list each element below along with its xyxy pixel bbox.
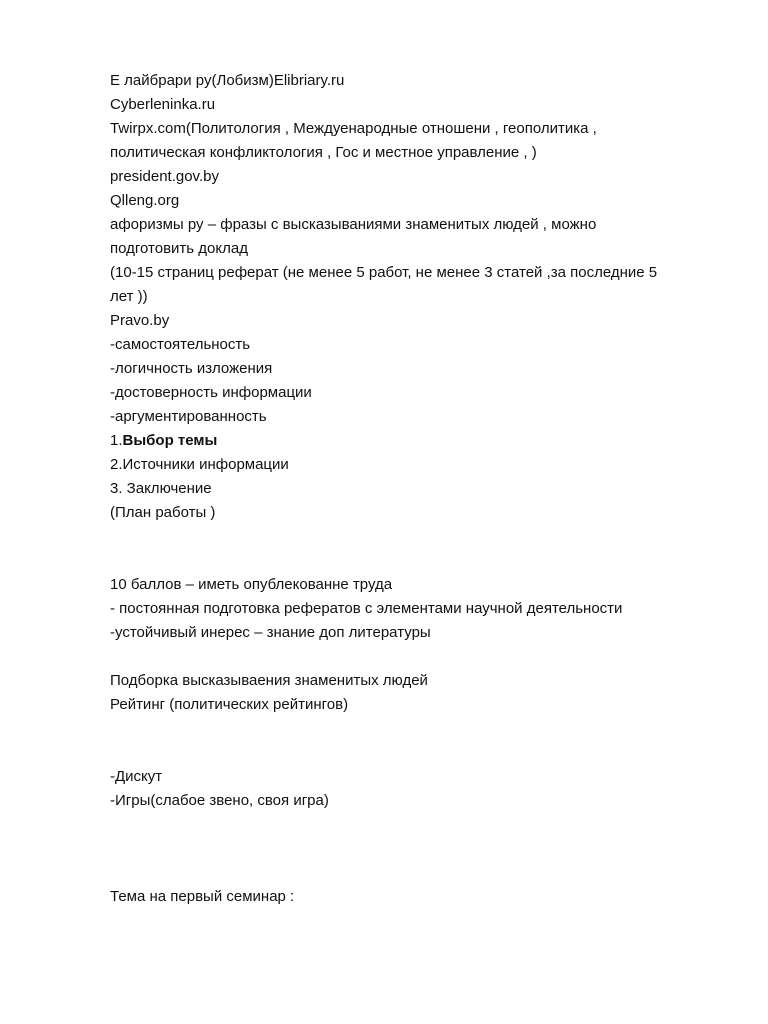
blank-line [110, 525, 720, 549]
text-line: лет )) [110, 288, 148, 305]
bold-item-text: Выбор темы [122, 432, 218, 449]
blank-line [110, 549, 720, 573]
text-line: -самостоятельность [110, 336, 251, 353]
text-line: -устойчивый инерес – знание доп литературы [110, 624, 431, 641]
numbered-item [110, 429, 720, 453]
text-line: -Дискут [110, 768, 163, 785]
text-line: 10 баллов – иметь опублекованне труда [110, 576, 393, 593]
text-line: Qlleng.org [110, 192, 180, 209]
text-line: -достоверность информации [110, 384, 312, 401]
text-line: (10-15 страниц реферат (не менее 5 работ, не менее 3 статей ,за последние 5 [110, 264, 658, 281]
blank-line [110, 741, 720, 765]
text-line: афоризмы ру – фразы с высказываниями знаменитых людей , можно [110, 216, 597, 233]
text-line: Тема на первый семинар : [110, 888, 295, 905]
blank-line [110, 645, 720, 669]
text-line: 3. Заключение [110, 480, 212, 497]
text-line: -логичность изложения [110, 360, 273, 377]
blank-line [110, 837, 720, 861]
text-line: -аргументированность [110, 408, 267, 425]
text-line: политическая конфликтология , Гос и местное управление , ) [110, 144, 537, 161]
text-line: Cyberleninka.ru [110, 96, 216, 113]
text-line: Подборка высказываения знаменитых людей [110, 672, 428, 689]
blank-line [110, 717, 720, 741]
blank-line [110, 813, 720, 837]
text-line: - постоянная подготовка рефератов с элементами научной деятельности [110, 600, 623, 617]
text-line: 2.Источники информации [110, 456, 289, 473]
text-line: (План работы ) [110, 504, 216, 521]
text-line: president.gov.by [110, 168, 219, 185]
blank-line [110, 861, 720, 885]
text-line: -Игры(слабое звено, своя игра) [110, 792, 329, 809]
document-text [110, 69, 720, 909]
item-number: 1. [110, 432, 123, 449]
text-line: Pravo.by [110, 312, 170, 329]
text-line: Рейтинг (политических рейтингов) [110, 696, 349, 713]
text-line: подготовить доклад [110, 240, 248, 257]
text-line: Twirpx.com(Политология , Междуенародные отношени , геополитика , [110, 120, 597, 137]
text-line: Е лайбрари ру(Лобизм)Elibriary.ru [110, 72, 345, 89]
